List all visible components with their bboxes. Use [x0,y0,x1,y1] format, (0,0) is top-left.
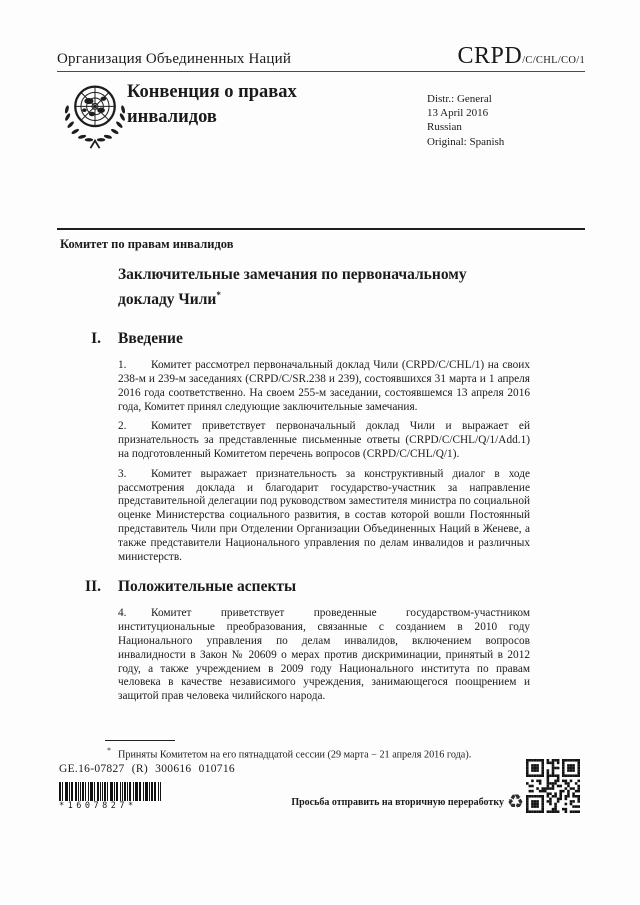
recycle-icon: ♻ [506,791,524,813]
paragraph-number: 1. [118,359,127,372]
section-numeral: I. [91,330,101,348]
section-heading-positive-aspects [57,578,531,596]
paragraph-text: Комитет приветствует проведенные государством-участником институциональные преобразования, связанные с созданием в 2010 году Национального управления по делам инвалидов, включением вопросов инвалидности в Закон № 20609 о мерах против дискриминации, принятый в 2012 году, а также учреждением в 2009 году Национального института по правам человека в качестве независимого учреждения, занимающегося поощрением и защитой прав человека чилийского народа. [118,607,530,703]
document-symbol-main: CRPD [457,43,523,69]
paragraph-number: 4. [118,607,127,620]
ge-reference-code: GE.16-07827 (R) 300616 010716 [59,763,235,775]
distr-original: Original: Spanish [427,135,505,148]
document-symbol-sub: /C/CHL/CO/1 [522,55,585,66]
paragraph-text: Комитет рассмотрел первоначальный доклад Чили (CRPD/C/CHL/1) на своих 238-м и 239-м заседаниях (CRPD/C/SR.238 и 239), состоявшихся 31 марта и 1 апреля 2016 года соответственно. На своем 255-м заседании, состоявшемся 13 апреля 2016 года, Комитет принял следующие заключительные замечания. [118,359,530,413]
paragraph-number: 3. [118,467,127,480]
paragraph-2 [118,420,530,461]
document-symbol [457,43,585,69]
paragraph-3 [118,468,530,565]
section-heading-text: Введение [118,330,183,348]
qr-code-icon [526,759,580,813]
distr-language: Russian [427,121,462,134]
paragraph-4 [118,607,530,704]
distr-type: Distr.: General [427,93,492,105]
footnote-marker: * [107,746,111,755]
section-numeral: II. [85,578,101,596]
un-emblem-icon [57,77,133,151]
recycle-text: Просьба отправить на вторичную переработку [291,797,504,808]
document-body [57,264,531,710]
footnote-text: Приняты Комитетом на его пятнадцатой сессии (29 марта − 21 апреля 2016 года). [118,749,472,761]
paragraph-text: Комитет приветствует первоначальный доклад Чили и выражает ей признательность за представленные письменные ответы (CRPD/C/CHL/Q/1/Add.1) на подготовленный Комитетом перечень вопросов (CRPD/C/CHL/Q/1). [118,420,530,460]
paragraph-1 [118,359,530,414]
distribution-block [427,92,504,149]
document-title-text: Заключительные замечания по первоначальному докладу Чили [118,266,467,309]
committee-name: Комитет по правам инвалидов [60,237,234,251]
footnote [107,746,527,760]
paragraph-text: Комитет выражает признательность за конструктивный диалог в ходе рассмотрения доклада и благодарит государство-участник за направление представительной делегации под руководством заместителя министра по социальной оценке Министерства социального развития, в состав которой вошли Постоянный представитель Чили при Отделении Организации Объединенных Наций в Женеве, а также представители Национального управления по делам инвалидов и различных министерств. [118,467,531,563]
section-heading-text: Положительные аспекты [118,578,297,596]
document-title [118,264,488,310]
barcode [59,782,163,811]
barcode-text: *1607827* [59,801,137,811]
distr-date: 13 April 2016 [427,107,489,120]
section-heading-introduction [57,330,531,348]
convention-title [127,80,297,130]
recycle-notice [280,793,524,812]
convention-title-line1: Конвенция о правах [127,82,297,102]
thick-divider [57,228,585,230]
page-header [57,43,585,72]
convention-title-line2: инвалидов [127,107,217,127]
title-footnote-ref: * [216,290,221,300]
footnote-divider [105,740,175,741]
organization-name: Организация Объединенных Наций [57,51,292,67]
paragraph-number: 2. [118,420,127,433]
